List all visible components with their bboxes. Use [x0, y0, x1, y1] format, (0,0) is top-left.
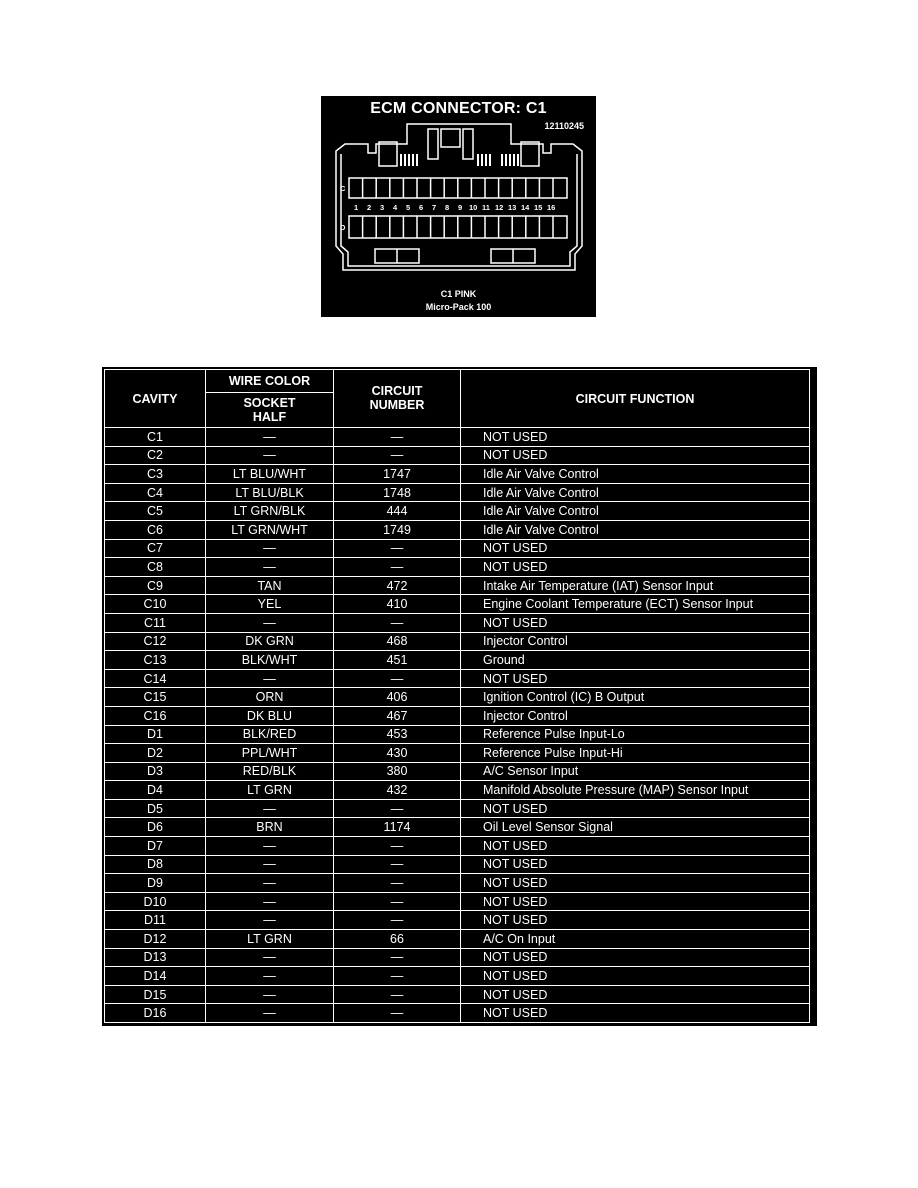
circuit-number-cell: —	[334, 1004, 461, 1023]
cavity-cell: C10	[105, 595, 206, 614]
wire-color-cell: —	[206, 967, 334, 986]
wire-color-cell: —	[206, 837, 334, 856]
cavity-cell: D6	[105, 818, 206, 837]
circuit-number-cell: —	[334, 892, 461, 911]
connector-diagram	[321, 96, 596, 317]
cavity-cell: D5	[105, 799, 206, 818]
wire-color-cell: —	[206, 985, 334, 1004]
circuit-number-cell: —	[334, 985, 461, 1004]
wire-color-cell: LT GRN/WHT	[206, 520, 334, 539]
pin-number: 5	[406, 203, 411, 212]
cavity-cell: D12	[105, 930, 206, 949]
circuit-function-cell: Engine Coolant Temperature (ECT) Sensor Input	[461, 595, 810, 614]
table-row	[105, 502, 810, 521]
wire-color-cell: —	[206, 446, 334, 465]
circuit-number-cell: —	[334, 558, 461, 577]
wire-color-cell: ORN	[206, 688, 334, 707]
pinout-table-container	[102, 367, 817, 1026]
circuit-number-cell: —	[334, 539, 461, 558]
pin-number: 2	[367, 203, 372, 212]
circuit-number-cell: 432	[334, 781, 461, 800]
cavity-cell: D15	[105, 985, 206, 1004]
circuit-function-cell: NOT USED	[461, 669, 810, 688]
wire-color-cell: —	[206, 892, 334, 911]
circuit-number-cell: 467	[334, 706, 461, 725]
cavity-cell: C4	[105, 483, 206, 502]
wire-color-cell: —	[206, 948, 334, 967]
cavity-cell: C8	[105, 558, 206, 577]
table-row	[105, 613, 810, 632]
connector-color-label: C1 PINK	[440, 289, 477, 299]
cavity-cell: C9	[105, 576, 206, 595]
cavity-cell: C12	[105, 632, 206, 651]
circuit-function-cell: Intake Air Temperature (IAT) Sensor Input	[461, 576, 810, 595]
pin-number: 8	[445, 203, 450, 212]
cavity-cell: D8	[105, 855, 206, 874]
circuit-function-cell: NOT USED	[461, 837, 810, 856]
cavity-cell: C1	[105, 428, 206, 447]
circuit-number-cell: —	[334, 855, 461, 874]
table-row	[105, 911, 810, 930]
table-row	[105, 465, 810, 484]
wire-color-cell: —	[206, 874, 334, 893]
wire-color-cell: —	[206, 799, 334, 818]
wire-color-cell: LT GRN	[206, 930, 334, 949]
wire-color-cell: —	[206, 1004, 334, 1023]
cavity-cell: C5	[105, 502, 206, 521]
wire-color-cell: BRN	[206, 818, 334, 837]
circuit-number-cell: 1749	[334, 520, 461, 539]
table-row	[105, 744, 810, 763]
row-label-d: D	[340, 223, 346, 232]
wire-color-cell: —	[206, 669, 334, 688]
circuit-function-cell: A/C On Input	[461, 930, 810, 949]
part-number: 12110245	[544, 121, 584, 131]
table-row	[105, 595, 810, 614]
wire-color-cell: —	[206, 613, 334, 632]
table-row	[105, 632, 810, 651]
table-row	[105, 948, 810, 967]
circuit-function-cell: A/C Sensor Input	[461, 762, 810, 781]
table-row	[105, 725, 810, 744]
circuit-number-cell: —	[334, 613, 461, 632]
pin-number: 16	[547, 203, 556, 212]
circuit-function-cell: NOT USED	[461, 874, 810, 893]
circuit-function-cell: NOT USED	[461, 911, 810, 930]
wire-color-cell: LT BLU/BLK	[206, 483, 334, 502]
table-row	[105, 892, 810, 911]
header-socket-half-text: SOCKET HALF	[243, 396, 296, 424]
wire-color-cell: —	[206, 911, 334, 930]
circuit-number-cell: —	[334, 799, 461, 818]
circuit-function-cell: Reference Pulse Input-Hi	[461, 744, 810, 763]
table-row	[105, 762, 810, 781]
table-row	[105, 837, 810, 856]
cavity-cell: C2	[105, 446, 206, 465]
wire-color-cell: LT BLU/WHT	[206, 465, 334, 484]
circuit-number-cell: 451	[334, 651, 461, 670]
header-circuit-number	[334, 370, 461, 428]
cavity-cell: D1	[105, 725, 206, 744]
circuit-function-cell: Ground	[461, 651, 810, 670]
wire-color-cell: DK BLU	[206, 706, 334, 725]
cavity-cell: C11	[105, 613, 206, 632]
circuit-function-cell: NOT USED	[461, 558, 810, 577]
pinout-table-body	[105, 428, 810, 1023]
circuit-function-cell: Idle Air Valve Control	[461, 520, 810, 539]
wire-color-cell: YEL	[206, 595, 334, 614]
table-row	[105, 706, 810, 725]
cavity-cell: D11	[105, 911, 206, 930]
table-row	[105, 781, 810, 800]
cavity-cell: D3	[105, 762, 206, 781]
table-row	[105, 558, 810, 577]
circuit-function-cell: NOT USED	[461, 948, 810, 967]
circuit-number-cell: 66	[334, 930, 461, 949]
cavity-cell: D10	[105, 892, 206, 911]
pin-number: 6	[419, 203, 424, 212]
circuit-number-cell: 430	[334, 744, 461, 763]
pin-number: 14	[521, 203, 530, 212]
circuit-number-cell: 453	[334, 725, 461, 744]
cavity-cell: C13	[105, 651, 206, 670]
cavity-cell: D14	[105, 967, 206, 986]
wire-color-cell: LT GRN/BLK	[206, 502, 334, 521]
circuit-number-cell: 444	[334, 502, 461, 521]
table-row	[105, 483, 810, 502]
circuit-function-cell: NOT USED	[461, 428, 810, 447]
circuit-number-cell: 380	[334, 762, 461, 781]
circuit-number-cell: —	[334, 428, 461, 447]
table-row	[105, 967, 810, 986]
wire-color-cell: LT GRN	[206, 781, 334, 800]
circuit-function-cell: Idle Air Valve Control	[461, 502, 810, 521]
circuit-function-cell: Manifold Absolute Pressure (MAP) Sensor Input	[461, 781, 810, 800]
circuit-number-cell: —	[334, 446, 461, 465]
circuit-function-cell: NOT USED	[461, 892, 810, 911]
table-row	[105, 576, 810, 595]
pinout-table	[104, 369, 810, 1023]
table-row	[105, 799, 810, 818]
cavity-cell: C3	[105, 465, 206, 484]
circuit-function-cell: Idle Air Valve Control	[461, 465, 810, 484]
wire-color-cell: BLK/RED	[206, 725, 334, 744]
circuit-number-cell: —	[334, 911, 461, 930]
table-row	[105, 818, 810, 837]
circuit-function-cell: NOT USED	[461, 985, 810, 1004]
circuit-function-cell: Ignition Control (IC) B Output	[461, 688, 810, 707]
pin-number: 11	[482, 203, 490, 212]
header-cavity: CAVITY	[105, 370, 206, 428]
table-row	[105, 874, 810, 893]
pin-number: 3	[380, 203, 385, 212]
table-row	[105, 855, 810, 874]
cavity-cell: D4	[105, 781, 206, 800]
circuit-function-cell: NOT USED	[461, 967, 810, 986]
circuit-function-cell: Reference Pulse Input-Lo	[461, 725, 810, 744]
circuit-number-cell: 468	[334, 632, 461, 651]
cavity-cell: D7	[105, 837, 206, 856]
wire-color-cell: —	[206, 428, 334, 447]
cavity-cell: C14	[105, 669, 206, 688]
table-row	[105, 651, 810, 670]
pin-number: 15	[534, 203, 543, 212]
circuit-number-cell: —	[334, 837, 461, 856]
table-row	[105, 930, 810, 949]
circuit-number-cell: 1747	[334, 465, 461, 484]
cavity-cell: D16	[105, 1004, 206, 1023]
table-row	[105, 520, 810, 539]
header-circuit-function: CIRCUIT FUNCTION	[461, 370, 810, 428]
circuit-function-cell: NOT USED	[461, 613, 810, 632]
circuit-number-cell: 406	[334, 688, 461, 707]
header-circuit-number-text: CIRCUIT NUMBER	[369, 384, 425, 412]
cavity-cell: C6	[105, 520, 206, 539]
pin-number: 1	[354, 203, 359, 212]
circuit-function-cell: NOT USED	[461, 446, 810, 465]
cavity-cell: D2	[105, 744, 206, 763]
circuit-number-cell: 1174	[334, 818, 461, 837]
circuit-function-cell: Injector Control	[461, 632, 810, 651]
wire-color-cell: —	[206, 558, 334, 577]
circuit-function-cell: Injector Control	[461, 706, 810, 725]
wire-color-cell: —	[206, 539, 334, 558]
circuit-function-cell: NOT USED	[461, 1004, 810, 1023]
circuit-function-cell: Oil Level Sensor Signal	[461, 818, 810, 837]
wire-color-cell: TAN	[206, 576, 334, 595]
pin-number: 9	[458, 203, 463, 212]
pin-number: 4	[393, 203, 398, 212]
table-row	[105, 985, 810, 1004]
cavity-cell: C16	[105, 706, 206, 725]
cavity-cell: C15	[105, 688, 206, 707]
circuit-number-cell: —	[334, 967, 461, 986]
wire-color-cell: PPL/WHT	[206, 744, 334, 763]
wire-color-cell: BLK/WHT	[206, 651, 334, 670]
table-row	[105, 669, 810, 688]
pin-number: 12	[495, 203, 504, 212]
row-label-c: C	[340, 184, 346, 193]
pin-number: 7	[432, 203, 437, 212]
wire-color-cell: —	[206, 855, 334, 874]
table-row	[105, 1004, 810, 1023]
circuit-function-cell: NOT USED	[461, 799, 810, 818]
circuit-function-cell: Idle Air Valve Control	[461, 483, 810, 502]
circuit-number-cell: —	[334, 948, 461, 967]
circuit-function-cell: NOT USED	[461, 539, 810, 558]
cavity-cell: D9	[105, 874, 206, 893]
header-socket-half	[206, 393, 334, 428]
diagram-title: ECM CONNECTOR: C1	[370, 100, 547, 117]
table-row	[105, 539, 810, 558]
pin-number: 10	[469, 203, 478, 212]
circuit-number-cell: 1748	[334, 483, 461, 502]
wire-color-cell: DK GRN	[206, 632, 334, 651]
cavity-cell: D13	[105, 948, 206, 967]
pin-number: 13	[508, 203, 517, 212]
connector-series-label: Micro-Pack 100	[425, 302, 492, 312]
circuit-number-cell: —	[334, 874, 461, 893]
cavity-cell: C7	[105, 539, 206, 558]
circuit-number-cell: —	[334, 669, 461, 688]
circuit-number-cell: 472	[334, 576, 461, 595]
header-wire-color: WIRE COLOR	[206, 370, 334, 393]
table-row	[105, 446, 810, 465]
wire-color-cell: RED/BLK	[206, 762, 334, 781]
table-row	[105, 428, 810, 447]
circuit-number-cell: 410	[334, 595, 461, 614]
table-row	[105, 688, 810, 707]
circuit-function-cell: NOT USED	[461, 855, 810, 874]
